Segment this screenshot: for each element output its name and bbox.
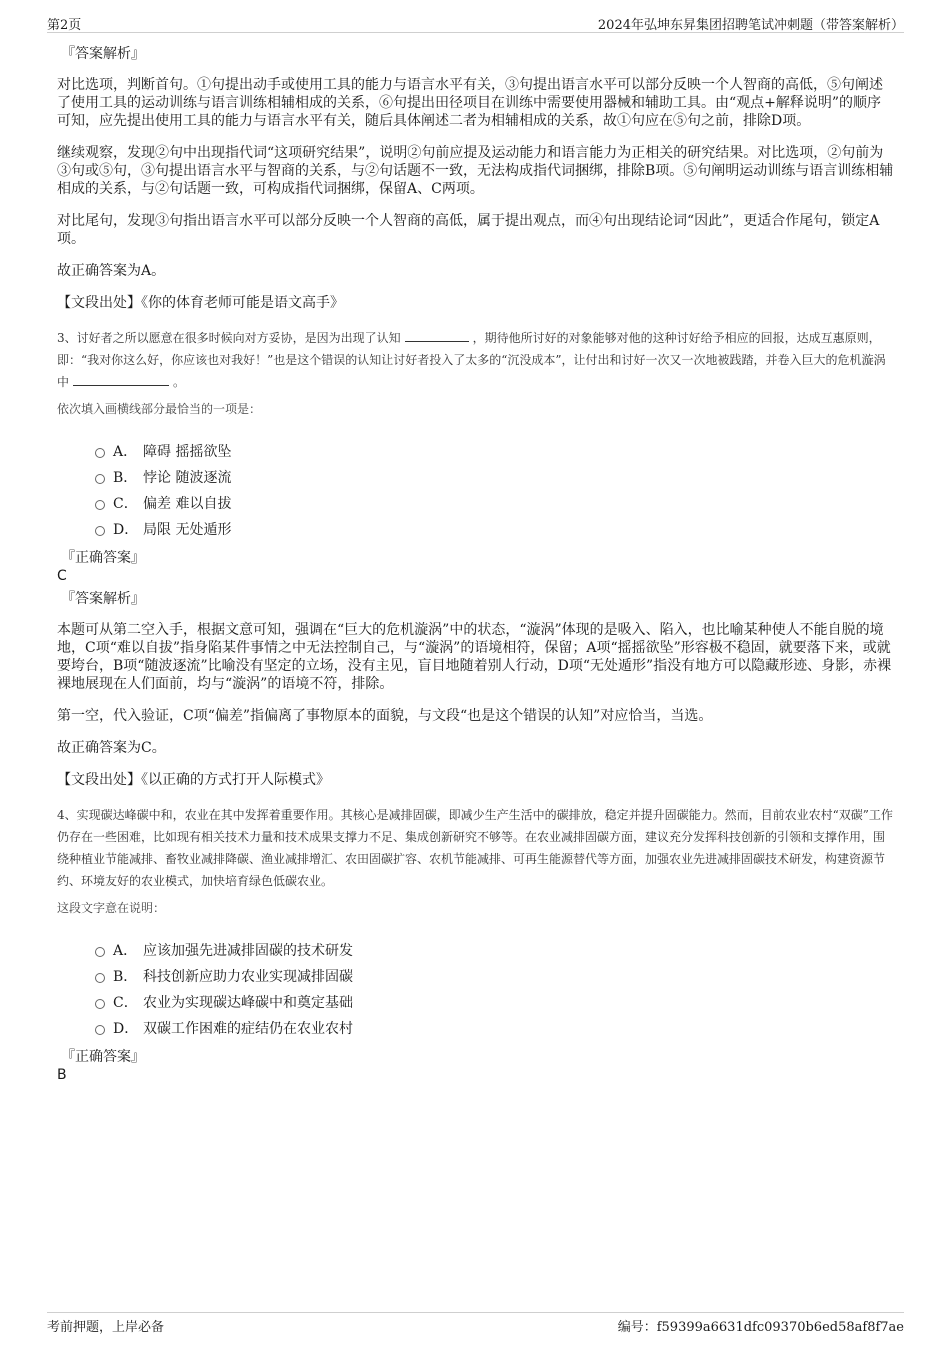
answer-blank: [405, 329, 469, 342]
option-letter: C．: [113, 496, 138, 512]
option-text: 科技创新应助力农业实现减排固碳: [143, 969, 353, 985]
option-text: 双碳工作困难的症结仍在农业农村: [143, 1021, 353, 1037]
document-title: 2024年弘坤东昇集团招聘笔试冲刺题（带答案解析）: [597, 18, 904, 33]
option-letter: D．: [113, 522, 139, 538]
question-3: [57, 327, 895, 789]
options-list: [95, 938, 895, 1042]
radio-icon[interactable]: [95, 999, 105, 1009]
analysis-conclusion: 故正确答案为C。: [57, 740, 166, 756]
analysis-label: 『答案解析』: [61, 591, 145, 607]
option-letter: B．: [113, 470, 138, 486]
radio-icon[interactable]: [95, 947, 105, 957]
page-footer: [47, 1312, 904, 1335]
question-prompt: 这段文字意在说明：: [57, 901, 166, 915]
option-c[interactable]: [95, 990, 895, 1016]
radio-icon[interactable]: [95, 448, 105, 458]
option-text: 悖论 随波逐流: [143, 470, 232, 486]
option-letter: A．: [113, 943, 138, 959]
question-4: [57, 804, 895, 1084]
radio-icon[interactable]: [95, 526, 105, 536]
correct-answer-label: 『正确答案』: [61, 550, 145, 566]
analysis-paragraph: 对比选项，判断首句。①句提出动手或使用工具的能力与语言水平有关，③句提出语言水平可以部分反映一个人智商的高低，⑤句阐述了使用工具的运动训练与语言训练相辅相成的关系，⑥句提出田径项目在训练中需要使用器械和辅助工具。由“观点+解释说明”的顺序可知，应先提出使用工具的能力与语言水平有关，随后具体阐述二者为相辅相成的关系，故①句应在⑤句之前，排除D项。: [57, 77, 883, 129]
option-text: 农业为实现碳达峰碳中和奠定基础: [143, 995, 353, 1011]
correct-answer: C: [57, 568, 67, 584]
radio-icon[interactable]: [95, 973, 105, 983]
analysis-paragraph: 对比尾句，发现③句指出语言水平可以部分反映一个人智商的高低，属于提出观点，而④句出现结论词“因此”，更适合作尾句，锁定A项。: [57, 213, 880, 247]
analysis-paragraph: 第一空，代入验证，C项“偏差”指偏离了事物原本的面貌，与文段“也是这个错误的认知”对应恰当，当选。: [57, 708, 713, 724]
option-text: 局限 无处遁形: [143, 522, 232, 538]
analysis-paragraph: 本题可从第二空入手，根据文意可知，强调在“巨大的危机漩涡”中的状态，“漩涡”体现的是吸入、陷入，也比喻某种使人不能自脱的境地，C项“难以自拔”指身陷某件事情之中无法控制自己，与“漩涡”的语境相符，保留；A项“摇摇欲坠”形容极不稳固，就要落下来，或就要垮台，B项“随波逐流”比喻没有坚定的立场，没有主见，盲目地随着别人行动，D项“无处遁形”指没有地方可以隐藏形迹、身影，赤裸裸地展现在人们面前，均与“漩涡”的语境不符，排除。: [57, 622, 892, 692]
option-letter: A．: [113, 444, 138, 460]
analysis-label: 『答案解析』: [61, 46, 145, 62]
analysis-conclusion: 故正确答案为A。: [57, 263, 166, 279]
passage-source: 【文段出处】《以正确的方式打开人际模式》: [57, 772, 330, 788]
option-b[interactable]: [95, 964, 895, 990]
question-stem: [57, 327, 895, 393]
option-letter: C．: [113, 995, 138, 1011]
question-stem: 4、实现碳达峰碳中和，农业在其中发挥着重要作用。其核心是减排固碳，即减少生产生活中的碳排放，稳定并提升固碳能力。然而，目前农业农村“双碳”工作仍存在一些困难，比如现有相关技术力量和技术成果支撑力不足、集成创新研究不够等。在农业减排固碳方面，建议充分发挥科技创新的引领和支撑作用，围绕种植业节能减排、畜牧业减排降碳、渔业减排增汇、农田固碳扩容、农机节能减排、可再生能源替代等方面，加强农业先进减排固碳技术研发，构建资源节约、环境友好的农业模式，加快培育绿色低碳农业。: [57, 808, 893, 888]
footer-slogan: 考前押题，上岸必备: [47, 1320, 165, 1335]
page-number: 第2页: [47, 18, 82, 33]
option-letter: B．: [113, 969, 138, 985]
page-header: [47, 12, 904, 33]
question-prompt: 依次填入画横线部分最恰当的一项是：: [57, 402, 262, 416]
option-d[interactable]: [95, 1016, 895, 1042]
option-text: 应该加强先进减排固碳的技术研发: [143, 943, 353, 959]
option-text: 障碍 摇摇欲坠: [143, 444, 232, 460]
answer-blank: [73, 373, 169, 386]
stem-part: ，期待他所讨好的对象能够对他的这种讨好给予相应的回报，达成互惠原则，即：“我对你这么好，你应该也对我好！”也是这个错误的认知让讨好者投入了太多的“沉没成本”，让付出和讨好一次又一次地被践踏，并卷入巨大的危机漩涡中: [57, 331, 886, 389]
document-id: 编号：f59399a6631dfc09370b6ed58af8f7ae: [617, 1320, 904, 1335]
radio-icon[interactable]: [95, 1025, 105, 1035]
option-a[interactable]: [95, 439, 895, 465]
analysis-paragraph: 继续观察，发现②句中出现指代词“这项研究结果”，说明②句前应提及运动能力和语言能力为正相关的研究结果。对比选项，②句前为③句或⑤句，③句提出语言水平与智商的关系，与②句话题不一致，无法构成指代词捆绑，排除B项。⑤句阐明运动训练与语言训练相辅相成的关系，与②句话题一致，可构成指代词捆绑，保留A、C两项。: [57, 145, 894, 197]
correct-answer-label: 『正确答案』: [61, 1049, 145, 1065]
option-c[interactable]: [95, 491, 895, 517]
option-text: 偏差 难以自拔: [143, 496, 232, 512]
option-a[interactable]: [95, 938, 895, 964]
question-2-analysis: [57, 44, 895, 312]
option-letter: D．: [113, 1021, 139, 1037]
stem-part: 3、讨好者之所以愿意在很多时候向对方妥协，是因为出现了认知: [57, 331, 401, 345]
passage-source: 【文段出处】《你的体育老师可能是语文高手》: [57, 295, 344, 311]
option-d[interactable]: [95, 517, 895, 543]
radio-icon[interactable]: [95, 474, 105, 484]
option-b[interactable]: [95, 465, 895, 491]
stem-part: 。: [173, 375, 186, 389]
options-list: [95, 439, 895, 543]
radio-icon[interactable]: [95, 500, 105, 510]
correct-answer: B: [57, 1067, 67, 1083]
main-content: [57, 44, 895, 1088]
